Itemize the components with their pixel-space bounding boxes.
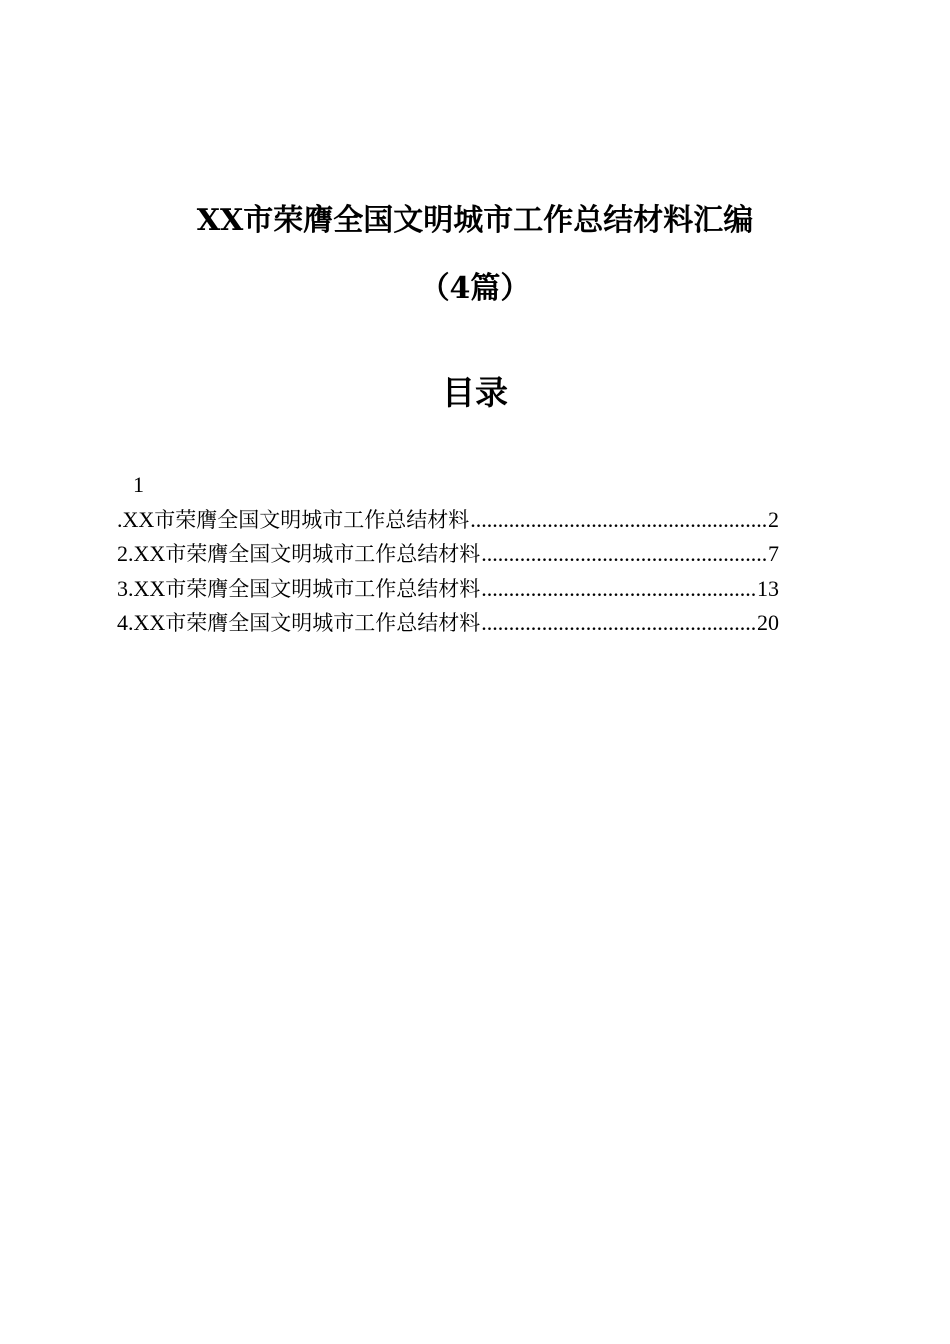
document-subtitle: （4篇） [419, 271, 531, 306]
toc-entry-4[interactable] [117, 606, 779, 641]
toc-dot-leader [470, 503, 767, 538]
toc-entry-1[interactable] [117, 503, 779, 538]
toc-entry-prefix: 2.XX [117, 541, 166, 566]
toc-entry-page: 7 [768, 541, 779, 566]
document-title: XX市荣膺全国文明城市工作总结材料汇编 [196, 203, 754, 238]
toc-dot-leader [481, 537, 767, 572]
toc-entry-prefix: 3.XX [117, 575, 166, 601]
toc-dot-leader [481, 572, 756, 607]
toc-entry-title: 市荣膺全国文明城市工作总结材料 [165, 542, 481, 566]
toc-entry-page: 13 [757, 575, 779, 601]
toc-first-number: 1 [133, 472, 144, 497]
toc-heading: 目录 [442, 373, 508, 412]
toc-dot-leader [481, 606, 756, 641]
toc-entry-title: 市荣膺全国文明城市工作总结材料 [165, 576, 481, 601]
toc-entry-2[interactable] [117, 537, 779, 572]
toc-entry-3[interactable] [117, 572, 779, 607]
table-of-contents [117, 468, 779, 641]
toc-entry-page: 20 [757, 610, 779, 635]
toc-entry-page: 2 [768, 506, 779, 532]
toc-entry-prefix: .XX [117, 506, 155, 532]
toc-entry-title: 市荣膺全国文明城市工作总结材料 [165, 611, 481, 635]
toc-entry-prefix: 4.XX [117, 610, 166, 635]
toc-entry-title: 市荣膺全国文明城市工作总结材料 [154, 507, 470, 532]
